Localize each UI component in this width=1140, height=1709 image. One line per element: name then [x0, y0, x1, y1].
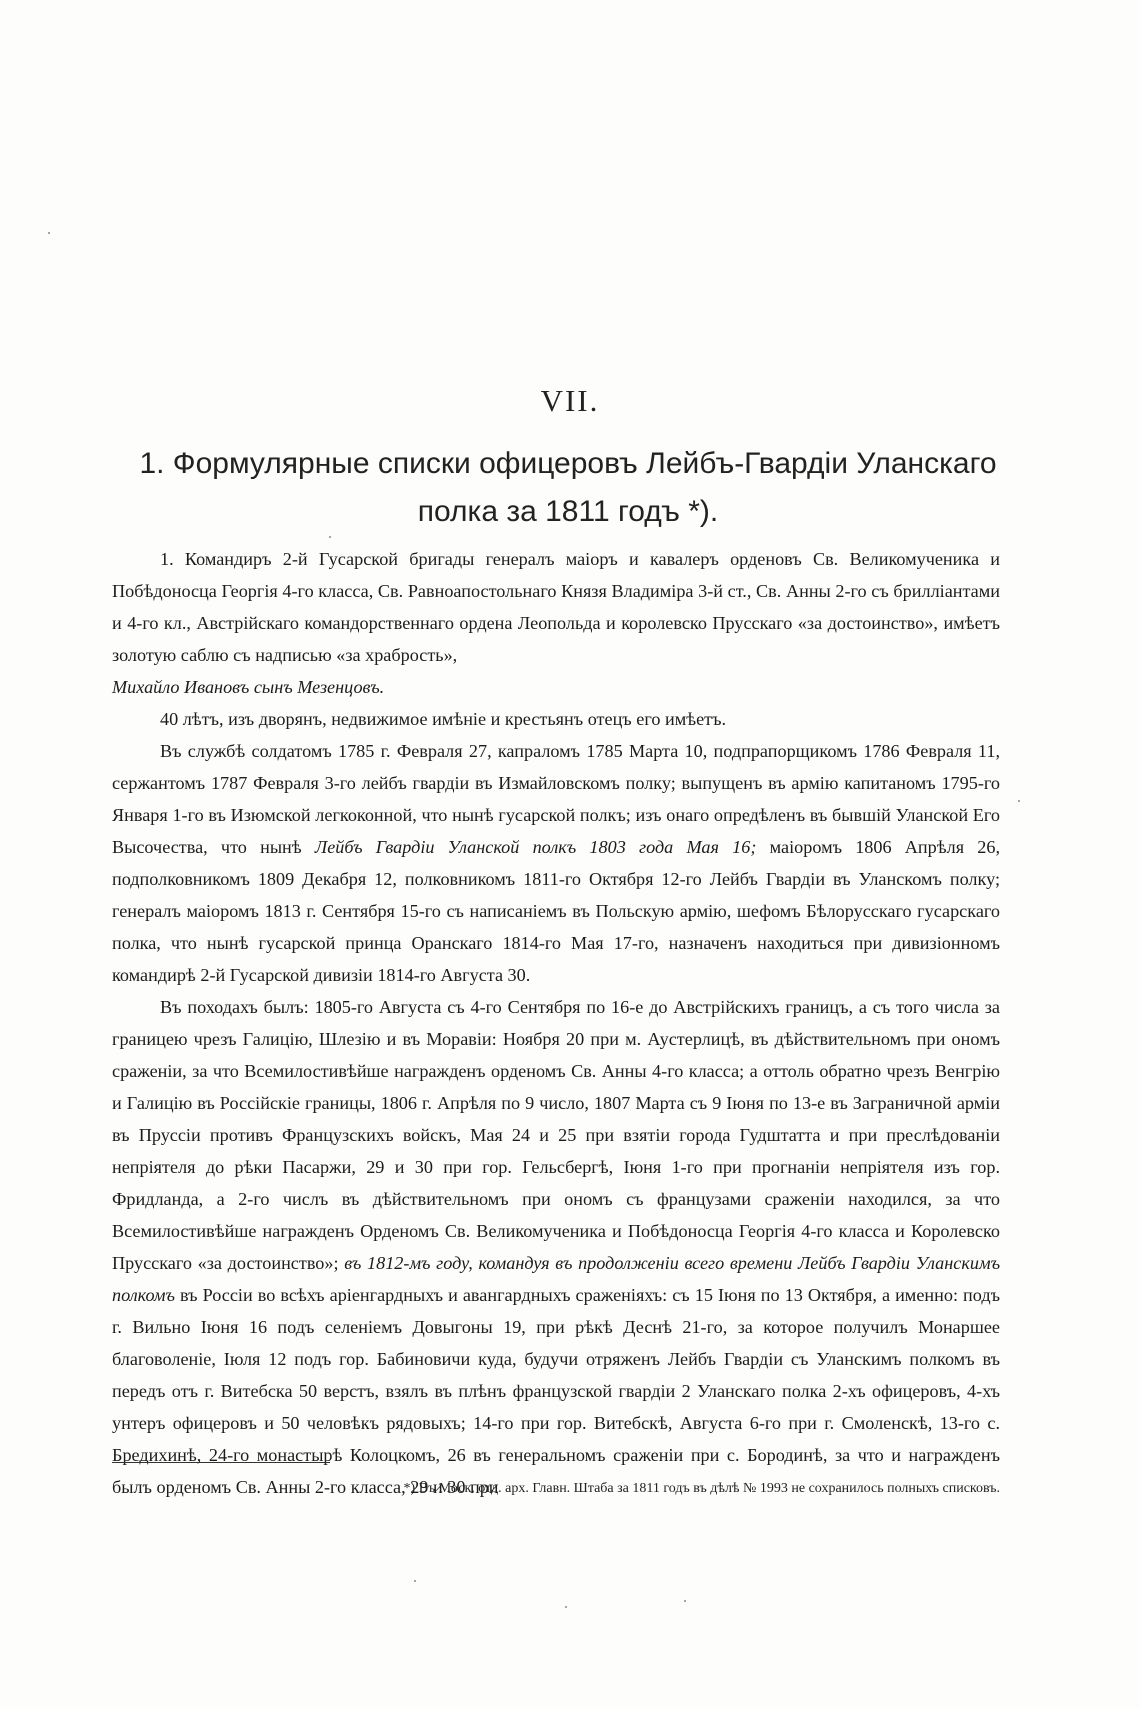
document-title: 1. Формулярные списки офицеровъ Лейбъ-Гвардіи Уланскаго полка за 1811 годъ *).	[139, 447, 997, 528]
paragraph-1	[112, 543, 1000, 703]
section-numeral: VII.	[540, 383, 600, 418]
paragraph-4-italic: въ 1812-мъ году, командуя въ продолженіи всего времени Лейбъ Гвардіи Уланскимъ полкомъ	[112, 1253, 1001, 1305]
scan-speck	[329, 536, 331, 538]
scan-speck	[48, 232, 50, 234]
paragraph-4-part-b: въ Россіи во всѣхъ аріенгардныхъ и авангардныхъ сраженіяхъ: съ 15 Іюня по 13 Октября, а именно: подъ г. Вильно Іюня 16 подъ селеніемъ Довыгоны 19, при рѣкѣ Деснѣ 21-го, за которое получилъ Монаршее благоволеніе, Іюля 12 подъ гор. Бабиновичи куда, будучи отряженъ Лейбъ Гвардіи съ Уланскимъ полкомъ въ передъ отъ г. Витебска 50 верстъ, взялъ въ плѣнъ французской гвардіи 2 Уланскаго полка 2-хъ офицеровъ, 4-хъ унтеръ офицеровъ и 50 человѣкъ рядовыхъ; 14-го при гор. Витебскѣ, Августа 6-го при г. Смоленскѣ, 13-го с. Бредихинѣ, 24-го монастырѣ Колоцкомъ, 26 въ генеральномъ сраженіи при с. Бородинѣ, за что и награжденъ былъ орденомъ Св. Анны 2-го класса, 29 и 30 при	[112, 1285, 1001, 1497]
paragraph-3	[112, 735, 1000, 991]
scan-speck	[565, 1606, 567, 1608]
paragraph-4	[112, 991, 1000, 1503]
document-body	[112, 543, 1000, 1503]
paragraph-1-text: 1. Командиръ 2-й Гусарской бригады генералъ маіоръ и кавалеръ орденовъ Св. Великомученика и Побѣдоносца Георгія 4-го класса, Св. Равноапостольнаго Князя Владиміра 3-й ст., Св. Анны 2-го съ бриллiантами и 4-го кл., Австрійскаго командорственнаго ордена Леопольда и королевско Прусскаго «за достоинство», имѣетъ золотую саблю съ надписью «за храбрость»,	[112, 549, 1000, 665]
paragraph-3-part-b: маіоромъ 1806 Апрѣля 26, подполковникомъ 1809 Декабря 12, полковникомъ 1811-го Октября 12-го Лейбъ Гвардіи въ Уланскомъ полку; генералъ маіоромъ 1813 г. Сентября 15-го съ написаніемъ въ Польскую армію, шефомъ Бѣлорусскаго гусарскаго полка, что нынѣ гусарской принца Оранскаго 1814-го Мая 17-го, назначенъ находиться при дивизіонномъ командирѣ 2-й Гусарской дивизіи 1814-го Августа 30.	[112, 837, 1001, 985]
scan-speck	[684, 1600, 686, 1602]
officer-name: Михайло Ивановъ сынъ Мезенцовъ.	[112, 677, 385, 697]
footnote: *) Въ Моск. отд. арх. Главн. Штаба за 1811 годъ въ дѣлѣ № 1993 не сохранилось полныхъ списковъ.	[403, 1481, 1000, 1496]
paragraph-3-part-a: Въ службѣ солдатомъ 1785 г. Февраля 27, капраломъ 1785 Марта 10, подпрапорщикомъ 1786 Февраля 11, сержантомъ 1787 Февраля 3-го лейбъ гвардіи въ Измайловскомъ полку; выпущенъ въ армію капитаномъ 1795-го Января 1-го въ Изюмской легкоконной, что нынѣ гусарской полкъ; изъ онаго опредѣленъ въ бывшій Уланской Его Высочества, что нынѣ	[112, 741, 1000, 857]
paragraph-4-part-a: Въ походахъ былъ: 1805-го Августа съ 4-го Сентября по 16-е до Австрійскихъ границъ, а съ того числа за границею чрезъ Галицію, Шлезію и въ Моравіи: Ноября 20 при м. Аустерлицѣ, въ дѣйствительномъ при ономъ сраженіи, за что Всемилостивѣйше награжденъ орденомъ Св. Анны 4-го класса; а оттоль обратно чрезъ Венгрію и Галицію въ Россійскіе границы, 1806 г. Апрѣля по 9 число, 1807 Марта съ 9 Іюня по 13-е въ Заграничной арміи въ Пруссіи противъ Французскихъ войскъ, Мая 24 и 25 при взятіи города Гудштатта и при преслѣдованіи непріятеля до рѣки Пасаржи, 29 и 30 при гор. Гельсбергѣ, Іюня 1-го при прогнаніи непріятеля изъ гор. Фридланда, а 2-го числъ въ дѣйствительномъ при ономъ съ французами сраженіи находился, за что Всемилостивѣйше награжденъ Орденомъ Св. Великомученика и Побѣдоносца Георгія 4-го класса и Королевско Прусскаго «за достоинство»;	[112, 997, 1000, 1273]
footnote-divider	[112, 1462, 330, 1463]
paragraph-2: 40 лѣтъ, изъ дворянъ, недвижимое имѣніе и крестьянъ отецъ его имѣетъ.	[160, 709, 727, 729]
scan-speck	[1018, 800, 1020, 802]
scan-speck	[414, 1580, 416, 1582]
paragraph-3-italic: Лейбъ Гвардіи Уланской полкъ 1803 года Мая 16;	[314, 837, 757, 857]
